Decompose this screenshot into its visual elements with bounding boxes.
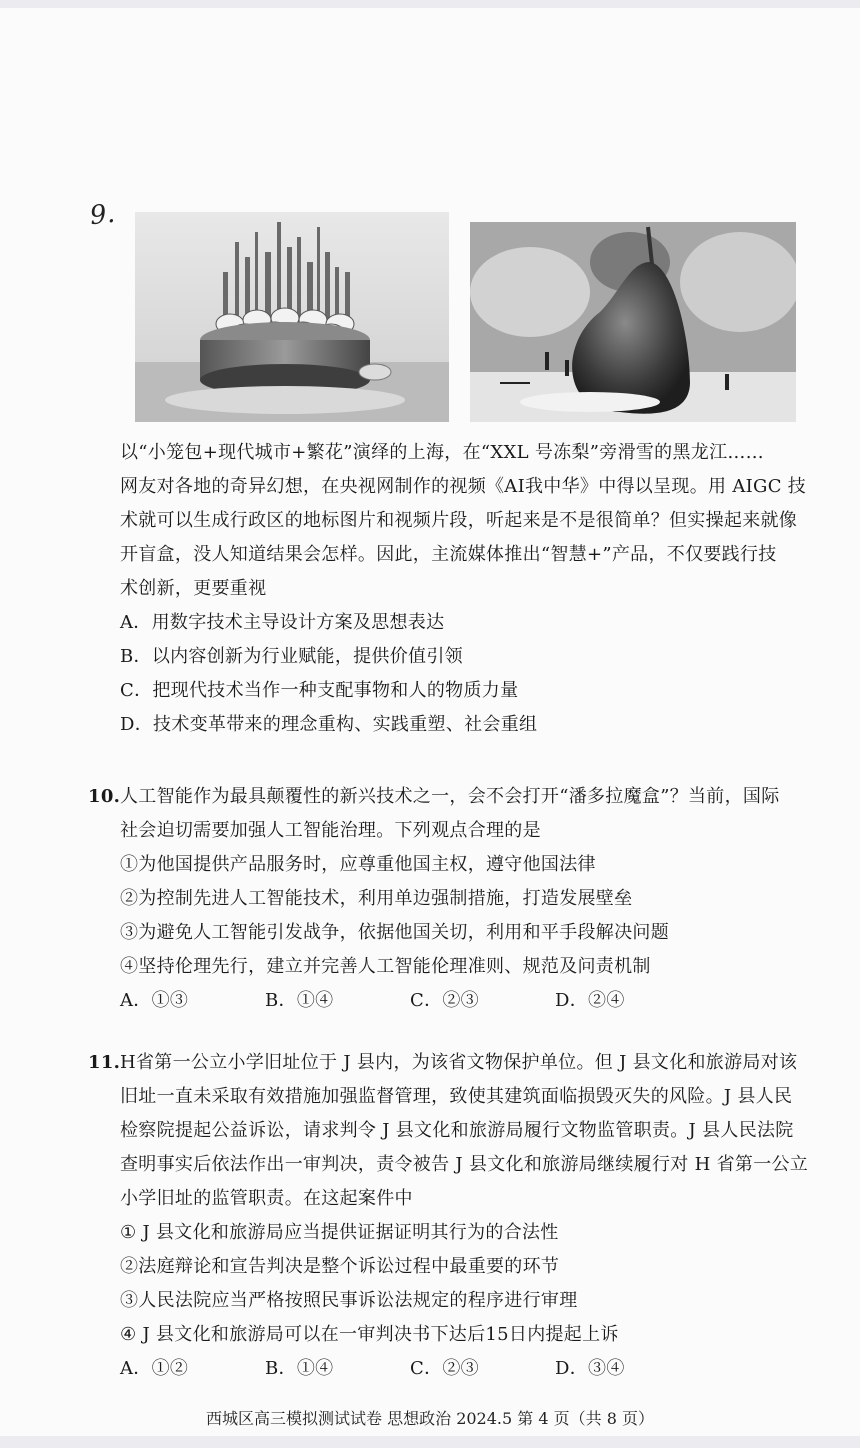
question-11-stem-line: 查明事实后依法作出一审判决，责令被告 J 县文化和旅游局继续履行对 H 省第一公立 — [120, 1154, 809, 1175]
question-9-option-a: A．用数字技术主导设计方案及思想表达 — [120, 612, 445, 633]
question-9-stem-line: 以“小笼包+现代城市+繁花”演绎的上海，在“XXL 号冻梨”旁滑雪的黑龙江…… — [120, 442, 764, 463]
question-11 — [88, 1046, 808, 1386]
question-10-choice-b: B．①④ — [265, 990, 334, 1011]
question-10-choices — [120, 984, 808, 1018]
question-10-statement: ③为避免人工智能引发战争，依据他国关切，利用和平手段解决问题 — [120, 922, 669, 943]
question-10 — [88, 780, 808, 1018]
question-10-number: 10. — [88, 786, 121, 807]
question-10-stem-line: 社会迫切需要加强人工智能治理。下列观点合理的是 — [120, 820, 541, 841]
question-10-choice-c: C．②③ — [410, 990, 479, 1011]
question-9-stem-line: 网友对各地的奇异幻想，在央视网制作的视频《AI我中华》中得以呈现。用 AIGC 技 — [120, 476, 807, 497]
question-11-statement: ④ J 县文化和旅游局可以在一审判决书下达后15日内提起上诉 — [120, 1324, 619, 1345]
top-edge — [0, 0, 860, 8]
question-10-choice-d: D．②④ — [555, 990, 625, 1011]
question-11-choice-c: C．②③ — [410, 1358, 479, 1379]
question-11-choice-d: D．③④ — [555, 1358, 625, 1379]
question-10-statement: ②为控制先进人工智能技术，利用单边强制措施，打造发展壁垒 — [120, 888, 633, 909]
question-11-statement: ③人民法院应当严格按照民事诉讼法规定的程序进行审理 — [120, 1290, 578, 1311]
question-9-option-b: B．以内容创新为行业赋能，提供价值引领 — [120, 646, 463, 667]
question-9-stem-line: 术就可以生成行政区的地标图片和视频片段，听起来是不是很简单？但实操起来就像 — [120, 510, 798, 531]
question-10-choice-a: A．①③ — [120, 990, 189, 1011]
question-9-stem-line: 术创新，更要重视 — [120, 578, 267, 599]
question-11-choice-b: B．①④ — [265, 1358, 334, 1379]
question-11-stem-line: 小学旧址的监管职责。在这起案件中 — [120, 1188, 413, 1209]
question-9-option-d: D．技术变革带来的理念重构、实践重塑、社会重组 — [120, 714, 538, 735]
xiaolongbao-city-photo — [135, 212, 449, 422]
question-9 — [120, 436, 810, 742]
question-11-statement: ②法庭辩论和宣告判决是整个诉讼过程中最重要的环节 — [120, 1256, 560, 1277]
question-11-choices — [120, 1352, 808, 1386]
bottom-edge — [0, 1436, 860, 1448]
page-footer: 西城区高三模拟测试试卷 思想政治 2024.5 第 4 页（共 8 页） — [206, 1409, 654, 1428]
question-11-number: 11. — [88, 1052, 121, 1073]
question-11-statement: ① J 县文化和旅游局应当提供证据证明其行为的合法性 — [120, 1222, 559, 1243]
question-11-stem-line: H省第一公立小学旧址位于 J 县内，为该省文物保护单位。但 J 县文化和旅游局对该 — [120, 1052, 798, 1073]
question-11-choice-a: A．①② — [120, 1358, 189, 1379]
question-9-option-c: C．把现代技术当作一种支配事物和人的物质力量 — [120, 680, 519, 701]
frozen-pear-skiing-photo — [470, 222, 796, 422]
question-10-statement: ①为他国提供产品服务时，应尊重他国主权，遵守他国法律 — [120, 854, 596, 875]
question-11-stem-line: 检察院提起公益诉讼，请求判令 J 县文化和旅游局履行文物监管职责。J 县人民法院 — [120, 1120, 794, 1141]
question-9-number: 9. — [88, 198, 117, 232]
question-10-statement: ④坚持伦理先行，建立并完善人工智能伦理准则、规范及问责机制 — [120, 956, 651, 977]
question-11-stem-line: 旧址一直未采取有效措施加强监督管理，致使其建筑面临损毁灭失的风险。J 县人民 — [120, 1086, 793, 1107]
question-10-stem-line: 人工智能作为最具颠覆性的新兴技术之一，会不会打开“潘多拉魔盒”？当前，国际 — [120, 786, 780, 807]
question-9-stem-line: 开盲盒，没人知道结果会怎样。因此，主流媒体推出“智慧+”产品，不仅要践行技 — [120, 544, 777, 565]
